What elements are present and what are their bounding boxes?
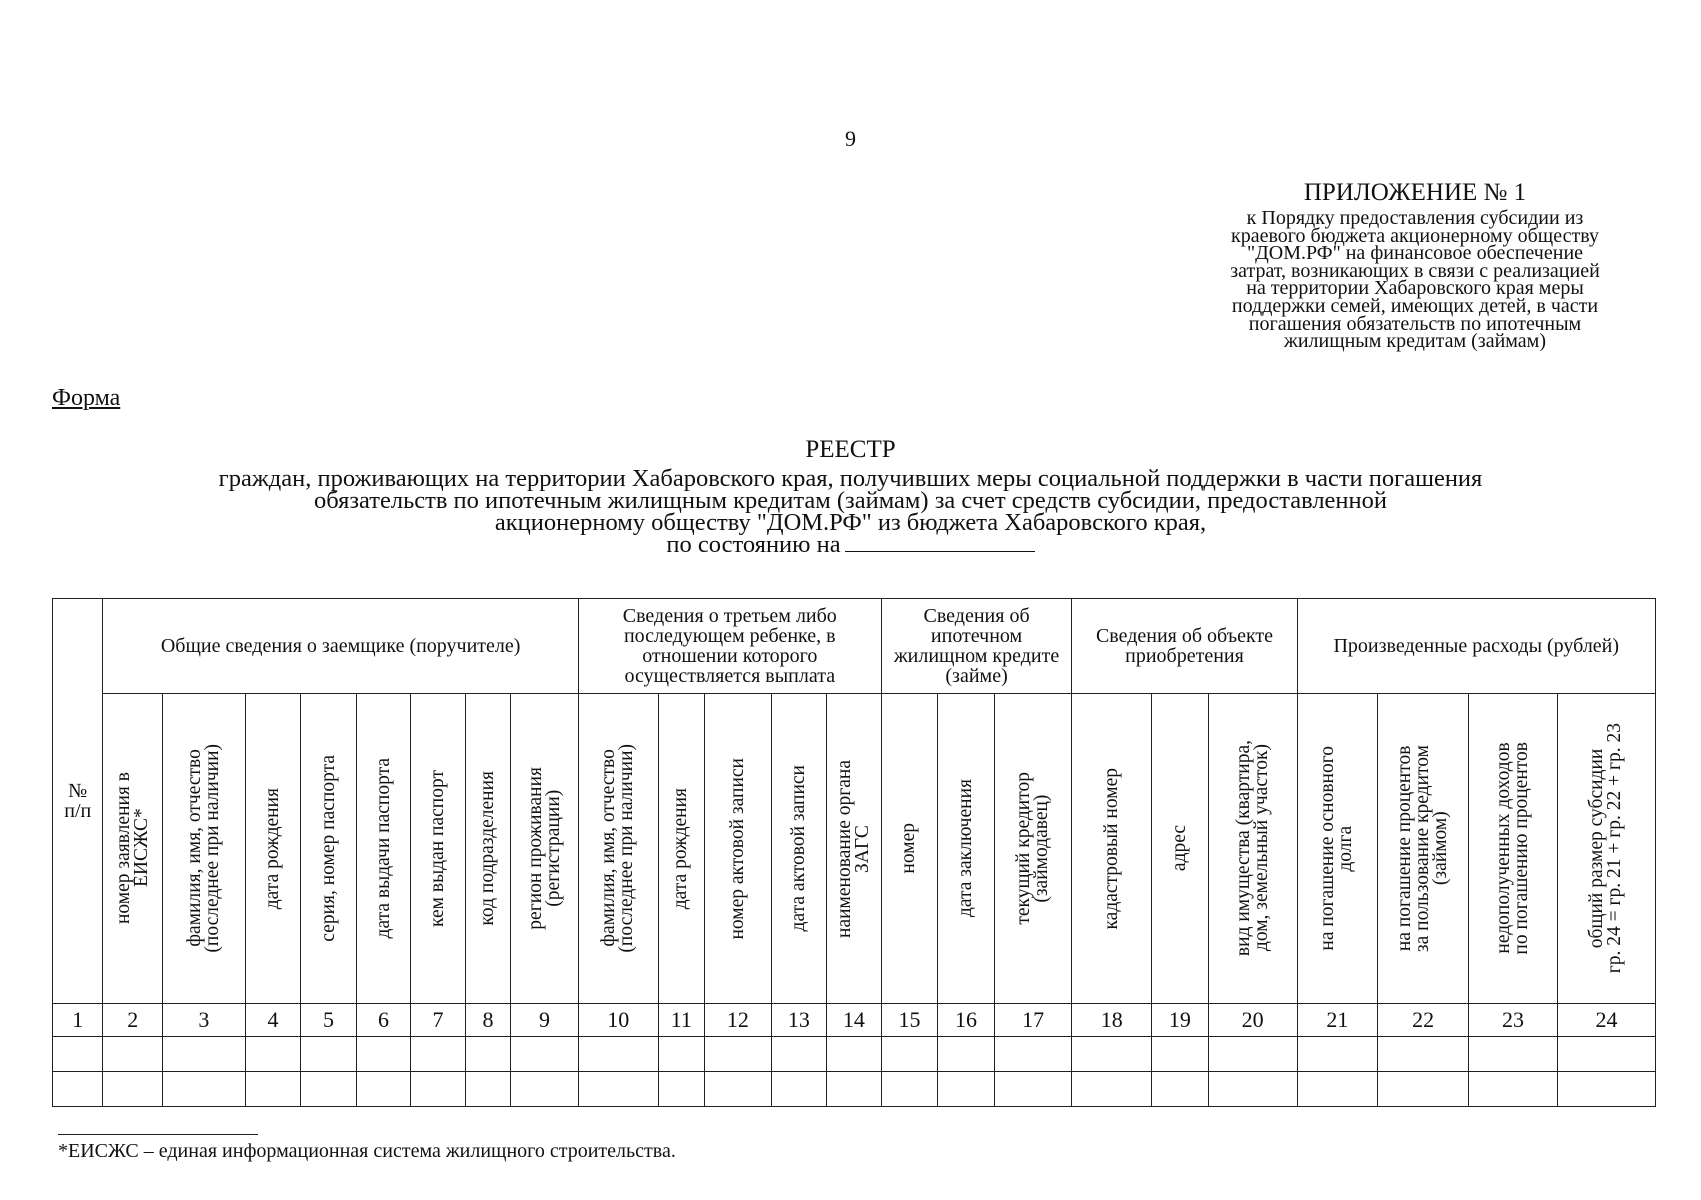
registry-table <box>52 598 1656 1107</box>
column-number: 19 <box>1152 1004 1209 1037</box>
appendix-line: поддержки семей, имеющих детей, в части <box>1231 294 1599 317</box>
column-number: 15 <box>881 1004 938 1037</box>
empty-cell <box>465 1037 510 1072</box>
column-number: 20 <box>1208 1004 1297 1037</box>
registry-title: РЕЕСТР <box>805 436 896 463</box>
column-number: 13 <box>771 1004 827 1037</box>
empty-cell <box>1208 1037 1297 1072</box>
column-number: 8 <box>465 1004 510 1037</box>
footnote: *ЕИСЖС – единая информационная система жилищного строительства. <box>58 1140 676 1162</box>
column-number: 21 <box>1297 1004 1378 1037</box>
column-number: 14 <box>827 1004 882 1037</box>
empty-cell <box>53 1072 103 1107</box>
empty-cell <box>938 1072 995 1107</box>
column-header: кем выдан паспорт <box>427 770 448 927</box>
empty-cell <box>103 1072 163 1107</box>
column-number-row <box>53 1004 1656 1037</box>
empty-cell <box>705 1072 772 1107</box>
column-header-cell <box>511 694 579 1004</box>
appendix-title: ПРИЛОЖЕНИЕ № 1 <box>1303 179 1527 206</box>
empty-cell <box>1152 1072 1209 1107</box>
number-header-cell <box>53 599 103 1004</box>
empty-data-row <box>53 1072 1656 1107</box>
column-number: 11 <box>658 1004 704 1037</box>
column-header-cell <box>771 694 827 1004</box>
column-header: код подразделения <box>476 771 498 926</box>
empty-cell <box>1378 1072 1469 1107</box>
page-number: 9 <box>845 126 856 151</box>
empty-cell <box>356 1037 411 1072</box>
column-header-cell <box>938 694 995 1004</box>
column-number: 4 <box>245 1004 301 1037</box>
column-number: 7 <box>411 1004 466 1037</box>
column-number: 6 <box>356 1004 411 1037</box>
column-header: вид имущества (квартира, дом, земельный участок) <box>1232 740 1272 957</box>
empty-cell <box>1208 1072 1297 1107</box>
group-borrower-info: Общие сведения о заемщике (поручителе) <box>103 599 578 694</box>
group-property-info: Сведения об объекте приобретения <box>1072 599 1297 694</box>
column-header-cell <box>658 694 704 1004</box>
column-number: 23 <box>1469 1004 1558 1037</box>
empty-cell <box>1378 1037 1469 1072</box>
empty-cell <box>245 1072 301 1107</box>
appendix-line: затрат, возникающих в связи с реализацией <box>1230 259 1600 282</box>
empty-cell <box>1072 1037 1152 1072</box>
heading-line: граждан, проживающих на территории Хабаровского края, получивших меры социальной поддержки в части погашения <box>218 465 1483 492</box>
empty-cell <box>1469 1037 1558 1072</box>
column-header-cell <box>163 694 246 1004</box>
column-header: номер актовой записи <box>726 757 748 940</box>
column-number: 17 <box>994 1004 1072 1037</box>
column-header-cell <box>1469 694 1558 1004</box>
column-header: дата рождения <box>262 787 283 910</box>
empty-cell <box>511 1037 579 1072</box>
column-header-cell <box>1072 694 1152 1004</box>
form-label: Форма <box>52 385 121 411</box>
column-number: 12 <box>705 1004 772 1037</box>
column-header-cell <box>705 694 772 1004</box>
document-heading <box>0 436 1701 556</box>
empty-cell <box>301 1037 357 1072</box>
heading-line: обязательств по ипотечным жилищным кредитам (займам) за счет средств субсидии, предоставленной <box>313 487 1388 514</box>
empty-cell <box>1072 1072 1152 1107</box>
column-number: 16 <box>938 1004 995 1037</box>
column-header-cell <box>356 694 411 1004</box>
column-number: 22 <box>1378 1004 1469 1037</box>
column-header: на погашение процентов за пользование кредитом (займом) <box>1394 744 1452 953</box>
column-number: 5 <box>301 1004 357 1037</box>
column-header: серия, номер паспорта <box>317 755 339 942</box>
empty-cell <box>103 1037 163 1072</box>
column-header: наименование органа ЗАГС <box>833 759 873 938</box>
appendix-block <box>1180 180 1650 351</box>
empty-cell <box>881 1037 938 1072</box>
appendix-line: краевого бюджета акционерному обществу <box>1231 224 1599 247</box>
column-header-cell <box>1208 694 1297 1004</box>
empty-cell <box>163 1037 246 1072</box>
column-header-cell <box>881 694 938 1004</box>
column-number: 10 <box>578 1004 658 1037</box>
empty-cell <box>1469 1072 1558 1107</box>
appendix-line: погашения обязательств по ипотечным <box>1248 312 1582 335</box>
appendix-line: жилищным кредитам (займам) <box>1284 330 1546 353</box>
empty-cell <box>1557 1037 1655 1072</box>
empty-cell <box>1297 1037 1378 1072</box>
empty-cell <box>411 1072 466 1107</box>
empty-cell <box>658 1037 704 1072</box>
column-header: номер заявления в ЕИСЖС* <box>112 772 152 925</box>
column-header-cell <box>301 694 357 1004</box>
group-expenses: Произведенные расходы (рублей) <box>1297 599 1655 694</box>
column-header: недополученных доходов по погашению процентов <box>1493 742 1532 955</box>
column-header: дата заключения <box>954 779 976 918</box>
empty-cell <box>465 1072 510 1107</box>
empty-cell <box>827 1037 882 1072</box>
empty-cell <box>938 1037 995 1072</box>
column-header: на погашение основного долга <box>1317 746 1357 951</box>
empty-data-row <box>53 1037 1656 1072</box>
empty-cell <box>245 1037 301 1072</box>
column-header: регион проживания (регистрации) <box>524 767 564 930</box>
appendix-line: к Порядку предоставления субсидии из <box>1246 207 1584 229</box>
empty-cell <box>578 1037 658 1072</box>
column-header: кадастровый номер <box>1100 767 1122 930</box>
column-header: фамилия, имя, отчество (последнее при наличии) <box>183 744 223 953</box>
heading-line-date <box>0 531 1701 558</box>
column-header-cell <box>465 694 510 1004</box>
empty-cell <box>53 1037 103 1072</box>
column-number: 18 <box>1072 1004 1152 1037</box>
empty-cell <box>411 1037 466 1072</box>
column-header-cell <box>103 694 163 1004</box>
column-header-cell <box>578 694 658 1004</box>
empty-cell <box>658 1072 704 1107</box>
column-header-cell <box>994 694 1072 1004</box>
empty-cell <box>705 1037 772 1072</box>
column-header-cell <box>411 694 466 1004</box>
column-header: номер <box>898 823 920 874</box>
heading-line: акционерному обществу "ДОМ.РФ" из бюджета Хабаровского края, <box>494 509 1207 536</box>
column-header: фамилия, имя, отчество (последнее при наличии) <box>598 744 638 953</box>
column-header-cell <box>1378 694 1469 1004</box>
column-header-cell <box>827 694 882 1004</box>
empty-cell <box>511 1072 579 1107</box>
date-blank-line <box>845 550 1035 552</box>
column-header-cell <box>1557 694 1655 1004</box>
appendix-line: на территории Хабаровского края меры <box>1246 277 1584 300</box>
empty-cell <box>881 1072 938 1107</box>
column-header: текущий кредитор (займодавец) <box>1013 772 1053 925</box>
column-header-cell <box>1152 694 1209 1004</box>
column-header: адрес <box>1168 825 1190 872</box>
appendix-description <box>1180 207 1650 353</box>
column-header: дата актовой записи <box>787 765 809 932</box>
column-header: дата выдачи паспорта <box>372 758 394 939</box>
empty-cell <box>163 1072 246 1107</box>
empty-cell <box>356 1072 411 1107</box>
footnote-divider <box>58 1134 258 1135</box>
column-number: 24 <box>1557 1004 1655 1037</box>
empty-cell <box>1557 1072 1655 1107</box>
empty-cell <box>827 1072 882 1107</box>
empty-cell <box>771 1037 827 1072</box>
empty-cell <box>1152 1037 1209 1072</box>
column-number: 9 <box>511 1004 579 1037</box>
empty-cell <box>994 1037 1072 1072</box>
empty-cell <box>771 1072 827 1107</box>
number-header: № п/п <box>64 780 92 822</box>
empty-cell <box>1297 1072 1378 1107</box>
column-header-cell <box>245 694 301 1004</box>
column-header-cell <box>1297 694 1378 1004</box>
group-child-info: Сведения о третьем либо последующем ребенке, в отношении которого осуществляется выплата <box>578 599 881 694</box>
group-mortgage-info: Сведения об ипотечном жилищном кредите (займе) <box>881 599 1072 694</box>
appendix-line: "ДОМ.РФ" на финансовое обеспечение <box>1246 242 1584 265</box>
column-header: общий размер субсидии гр. 24 = гр. 21 + гр. 22 + гр. 23 <box>1586 723 1626 974</box>
empty-cell <box>301 1072 357 1107</box>
empty-cell <box>578 1072 658 1107</box>
column-number: 2 <box>103 1004 163 1037</box>
column-header: дата рождения <box>670 787 692 910</box>
column-number: 1 <box>53 1004 103 1037</box>
column-number: 3 <box>163 1004 246 1037</box>
empty-cell <box>994 1072 1072 1107</box>
as-of-label: по состоянию на <box>666 531 841 558</box>
